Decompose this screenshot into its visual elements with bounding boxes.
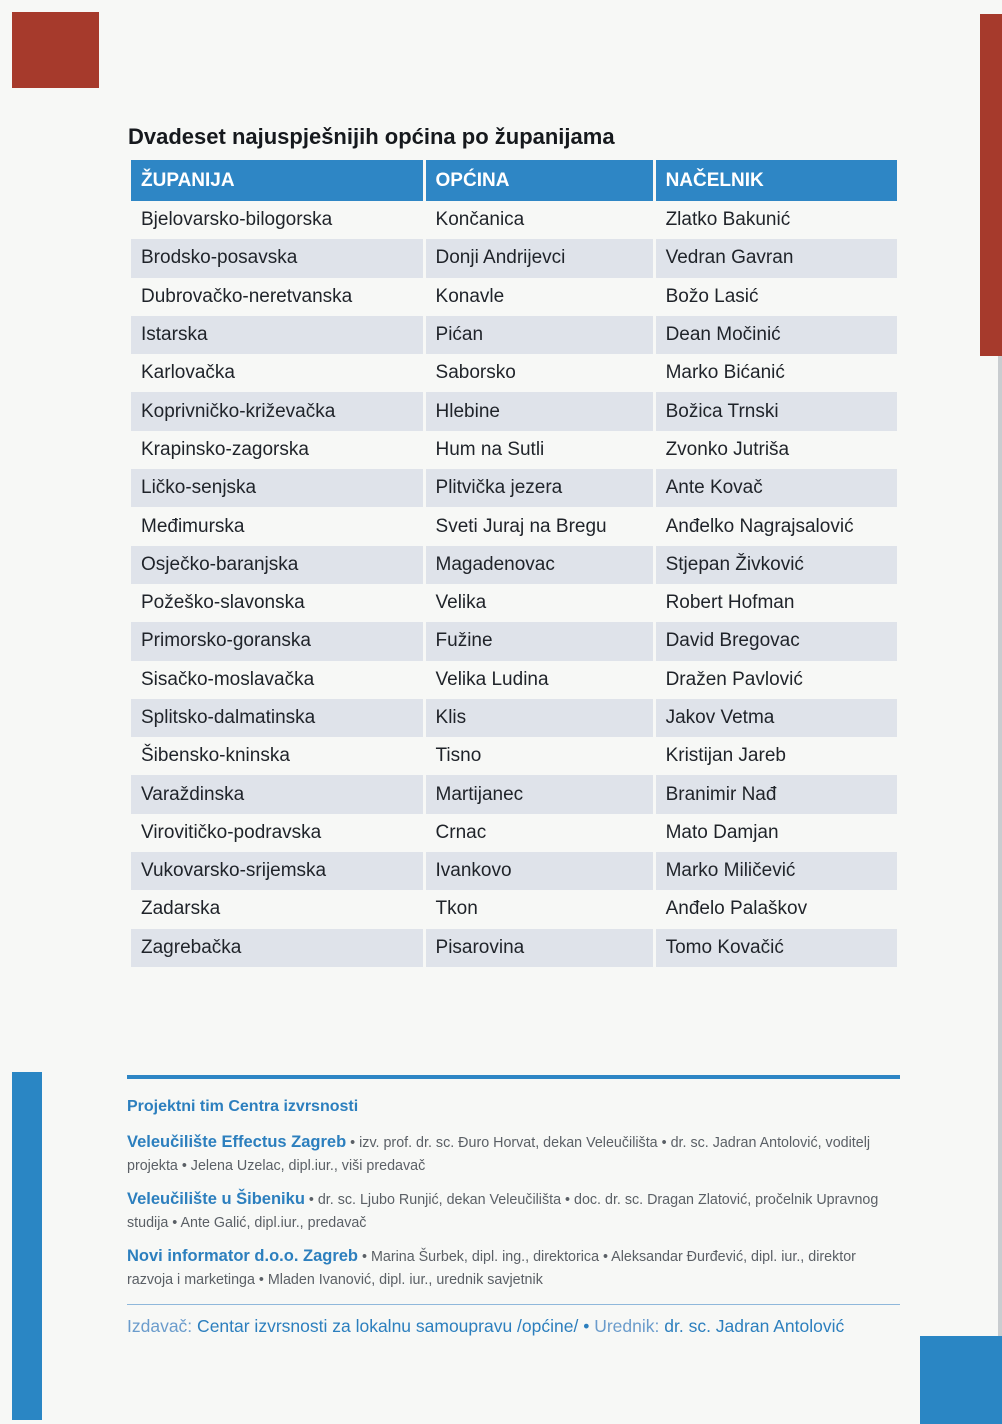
cell-mayor: Mato Damjan: [665, 821, 779, 843]
cell-municipality: Konavle: [435, 285, 505, 307]
cell-county: Šibensko-kninska: [141, 745, 290, 767]
table-row: [131, 622, 897, 660]
cell-mayor: Dean Močinić: [656, 316, 897, 354]
cell-municipality: Fužine: [426, 622, 653, 660]
cell-municipality: Hum na Sutli: [435, 438, 545, 460]
cell-municipality: Klis: [426, 699, 653, 737]
cell-municipality: Crnac: [435, 821, 487, 843]
cell-mayor: Dražen Pavlović: [665, 668, 803, 690]
publisher-line: [127, 1316, 844, 1337]
cell-mayor: Božica Trnski: [656, 392, 897, 430]
cell-county: Istarska: [131, 316, 423, 354]
cell-mayor: Marko Miličević: [656, 852, 897, 890]
table-header-row: [131, 160, 897, 201]
table-row: [131, 239, 897, 277]
cell-municipality: Hlebine: [426, 392, 653, 430]
cell-municipality: Tkon: [435, 898, 478, 920]
cell-municipality: Saborsko: [435, 362, 516, 384]
table-row: [131, 890, 897, 928]
cell-mayor: Anđelko Nagrajsalović: [665, 515, 854, 537]
team-member-entry: [127, 1131, 902, 1178]
table-row: [131, 852, 897, 890]
team-member-entry: [127, 1245, 902, 1292]
cell-municipality: Končanica: [435, 209, 525, 231]
page-title: Dvadeset najuspješnijih općina po županijama: [128, 124, 615, 149]
cell-county: Splitsko-dalmatinska: [131, 699, 423, 737]
table-row: [131, 699, 897, 737]
table-row: [131, 201, 897, 239]
cell-municipality: Pićan: [426, 316, 653, 354]
publisher-separator: •: [578, 1316, 595, 1336]
cell-municipality: Velika Ludina: [435, 668, 549, 690]
column-header-mayor: NAČELNIK: [656, 160, 897, 201]
table-row: [131, 392, 897, 430]
column-header-municipality: OPĆINA: [426, 160, 653, 201]
member-details: • izv. prof. dr. sc. Đuro Horvat, dekan Veleučilišta • dr. sc. Jadran Antolović, voditelj projekta • Jelena Uzelac, dipl.iur., viši predavač: [127, 1135, 871, 1174]
table-row: [131, 775, 897, 813]
cell-county: Varaždinska: [131, 775, 423, 813]
cell-county: Zagrebačka: [131, 929, 423, 967]
cell-mayor: Kristijan Jareb: [665, 745, 786, 767]
cell-mayor: Stjepan Živković: [656, 546, 897, 584]
organization-name: Veleučilište Effectus Zagreb: [127, 1133, 347, 1151]
table-row: [131, 929, 897, 967]
team-member-entry: [127, 1188, 902, 1235]
cell-municipality: Pisarovina: [426, 929, 653, 967]
table-row: [131, 354, 897, 392]
organization-name: Veleučilište u Šibeniku: [127, 1190, 305, 1208]
cell-county: Koprivničko-križevačka: [131, 392, 423, 430]
cell-mayor: Tomo Kovačić: [656, 929, 897, 967]
cell-mayor: Ante Kovač: [656, 469, 897, 507]
cell-county: Bjelovarsko-bilogorska: [141, 209, 333, 231]
municipalities-table: [128, 160, 900, 967]
table-row: [131, 316, 897, 354]
cell-mayor: Božo Lasić: [665, 285, 759, 307]
cell-county: Međimurska: [141, 515, 245, 537]
cell-mayor: Robert Hofman: [665, 592, 795, 614]
cell-county: Karlovačka: [141, 362, 235, 384]
cell-municipality: Magadenovac: [426, 546, 653, 584]
organization-name: Novi informator d.o.o. Zagreb: [127, 1247, 359, 1265]
cell-county: Virovitičko-podravska: [141, 821, 322, 843]
cell-county: Krapinsko-zagorska: [141, 438, 309, 460]
table-row: [131, 584, 897, 622]
publisher-label: Izdavač:: [127, 1316, 193, 1336]
table-row: [131, 507, 897, 545]
table-row: [131, 814, 897, 852]
table-row: [131, 431, 897, 469]
cell-municipality: Ivankovo: [426, 852, 653, 890]
cell-county: Primorsko-goranska: [131, 622, 423, 660]
table-row: [131, 278, 897, 316]
cell-county: Dubrovačko-neretvanska: [141, 285, 353, 307]
cell-mayor: Branimir Nađ: [656, 775, 897, 813]
publisher-name: Centar izvrsnosti za lokalnu samoupravu /općine/: [192, 1316, 579, 1336]
cell-municipality: Velika: [435, 592, 487, 614]
cell-county: Sisačko-moslavačka: [141, 668, 315, 690]
table-row: [131, 469, 897, 507]
blue-side-block: [12, 1072, 42, 1420]
column-header-county: ŽUPANIJA: [131, 160, 423, 201]
cell-county: Zadarska: [141, 898, 221, 920]
blue-corner-block: [920, 1336, 1002, 1424]
cell-county: Požeško-slavonska: [141, 592, 305, 614]
table-row: [131, 661, 897, 699]
cell-municipality: Plitvička jezera: [426, 469, 653, 507]
cell-mayor: Zvonko Jutriša: [665, 438, 790, 460]
cell-mayor: Vedran Gavran: [656, 239, 897, 277]
team-heading: Projektni tim Centra izvrsnosti: [127, 1098, 359, 1115]
red-edge-tab: [980, 14, 1002, 356]
member-details: • Marina Šurbek, dipl. ing., direktorica • Aleksandar Đurđević, dipl. iur., direktor razvoja i marketinga • Mladen Ivanović, dipl. iur., urednik savjetnik: [127, 1249, 856, 1288]
page-edge-shadow: [998, 356, 1002, 1336]
editor-name: dr. sc. Jadran Antolović: [659, 1316, 845, 1336]
cell-mayor: David Bregovac: [656, 622, 897, 660]
cell-municipality: Sveti Juraj na Bregu: [435, 515, 607, 537]
cell-mayor: Anđelo Palaškov: [665, 898, 808, 920]
table-row: [131, 546, 897, 584]
cell-mayor: Jakov Vetma: [656, 699, 897, 737]
publisher-divider: [127, 1304, 900, 1305]
cell-municipality: Donji Andrijevci: [426, 239, 653, 277]
cell-municipality: Tisno: [435, 745, 482, 767]
cell-mayor: Zlatko Bakunić: [665, 209, 791, 231]
cell-county: Brodsko-posavska: [131, 239, 423, 277]
cell-municipality: Martijanec: [426, 775, 653, 813]
cell-county: Vukovarsko-srijemska: [131, 852, 423, 890]
red-corner-block: [12, 12, 99, 88]
editor-label: Urednik:: [594, 1316, 660, 1336]
footer-divider: [127, 1075, 900, 1079]
table-row: [131, 737, 897, 775]
cell-mayor: Marko Bićanić: [665, 362, 785, 384]
cell-county: Osječko-baranjska: [131, 546, 423, 584]
cell-county: Ličko-senjska: [131, 469, 423, 507]
member-details: • dr. sc. Ljubo Runjić, dekan Veleučilišta • doc. dr. sc. Dragan Zlatović, pročelnik Upravnog studija • Ante Galić, dipl.iur., predavač: [127, 1192, 879, 1231]
